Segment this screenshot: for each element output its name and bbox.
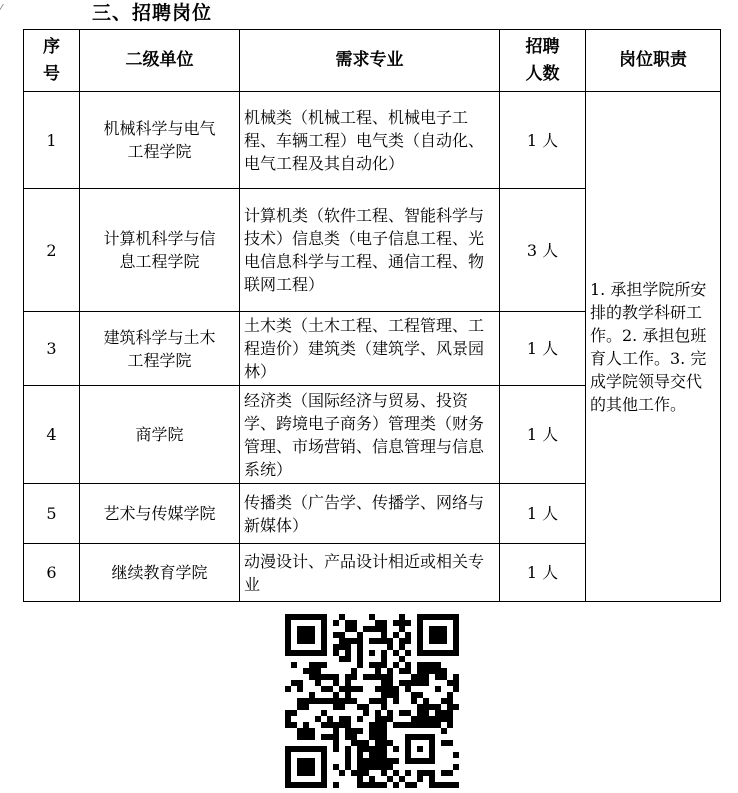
section-title: 三、招聘岗位 bbox=[92, 2, 213, 24]
header-duty: 岗位职责 bbox=[586, 30, 721, 92]
recruitment-table bbox=[23, 29, 721, 602]
row-count: 1 人 bbox=[500, 544, 586, 602]
row-major: 动漫设计、产品设计相近或相关专业 bbox=[240, 544, 500, 602]
row-index: 5 bbox=[24, 484, 80, 544]
header-row bbox=[24, 30, 721, 92]
corner-mark: ⁄ bbox=[0, 2, 2, 15]
row-index: 3 bbox=[24, 312, 80, 386]
row-unit: 商学院 bbox=[80, 386, 240, 484]
row-unit: 计算机科学与信息工程学院 bbox=[80, 189, 240, 312]
qr-code-icon bbox=[277, 607, 465, 793]
row-index: 4 bbox=[24, 386, 80, 484]
row-major: 传播类（广告学、传播学、网络与新媒体） bbox=[240, 484, 500, 544]
row-index: 2 bbox=[24, 189, 80, 312]
row-count: 1 人 bbox=[500, 92, 586, 189]
row-index: 1 bbox=[24, 92, 80, 189]
row-count: 1 人 bbox=[500, 312, 586, 386]
row-major: 经济类（国际经济与贸易、投资学、跨境电子商务）管理类（财务管理、市场营销、信息管理与信息系统） bbox=[240, 386, 500, 484]
row-unit: 建筑科学与土木工程学院 bbox=[80, 312, 240, 386]
row-count: 1 人 bbox=[500, 484, 586, 544]
header-count: 招聘人数 bbox=[500, 30, 586, 92]
row-major: 机械类（机械工程、机械电子工程、车辆工程）电气类（自动化、电气工程及其自动化） bbox=[240, 92, 500, 189]
row-count: 3 人 bbox=[500, 189, 586, 312]
header-major: 需求专业 bbox=[240, 30, 500, 92]
row-unit: 艺术与传媒学院 bbox=[80, 484, 240, 544]
table-row bbox=[24, 92, 721, 189]
row-unit: 机械科学与电气工程学院 bbox=[80, 92, 240, 189]
row-count: 1 人 bbox=[500, 386, 586, 484]
header-unit: 二级单位 bbox=[80, 30, 240, 92]
row-major: 土木类（土木工程、工程管理、工程造价）建筑类（建筑学、风景园林） bbox=[240, 312, 500, 386]
row-major: 计算机类（软件工程、智能科学与技术）信息类（电子信息工程、光电信息科学与工程、通信工程、物联网工程） bbox=[240, 189, 500, 312]
header-index: 序号 bbox=[24, 30, 80, 92]
row-unit: 继续教育学院 bbox=[80, 544, 240, 602]
duty-cell: 1. 承担学院所安排的教学科研工作。2. 承担包班育人工作。3. 完成学院领导交代的其他工作。 bbox=[586, 92, 721, 602]
row-index: 6 bbox=[24, 544, 80, 602]
